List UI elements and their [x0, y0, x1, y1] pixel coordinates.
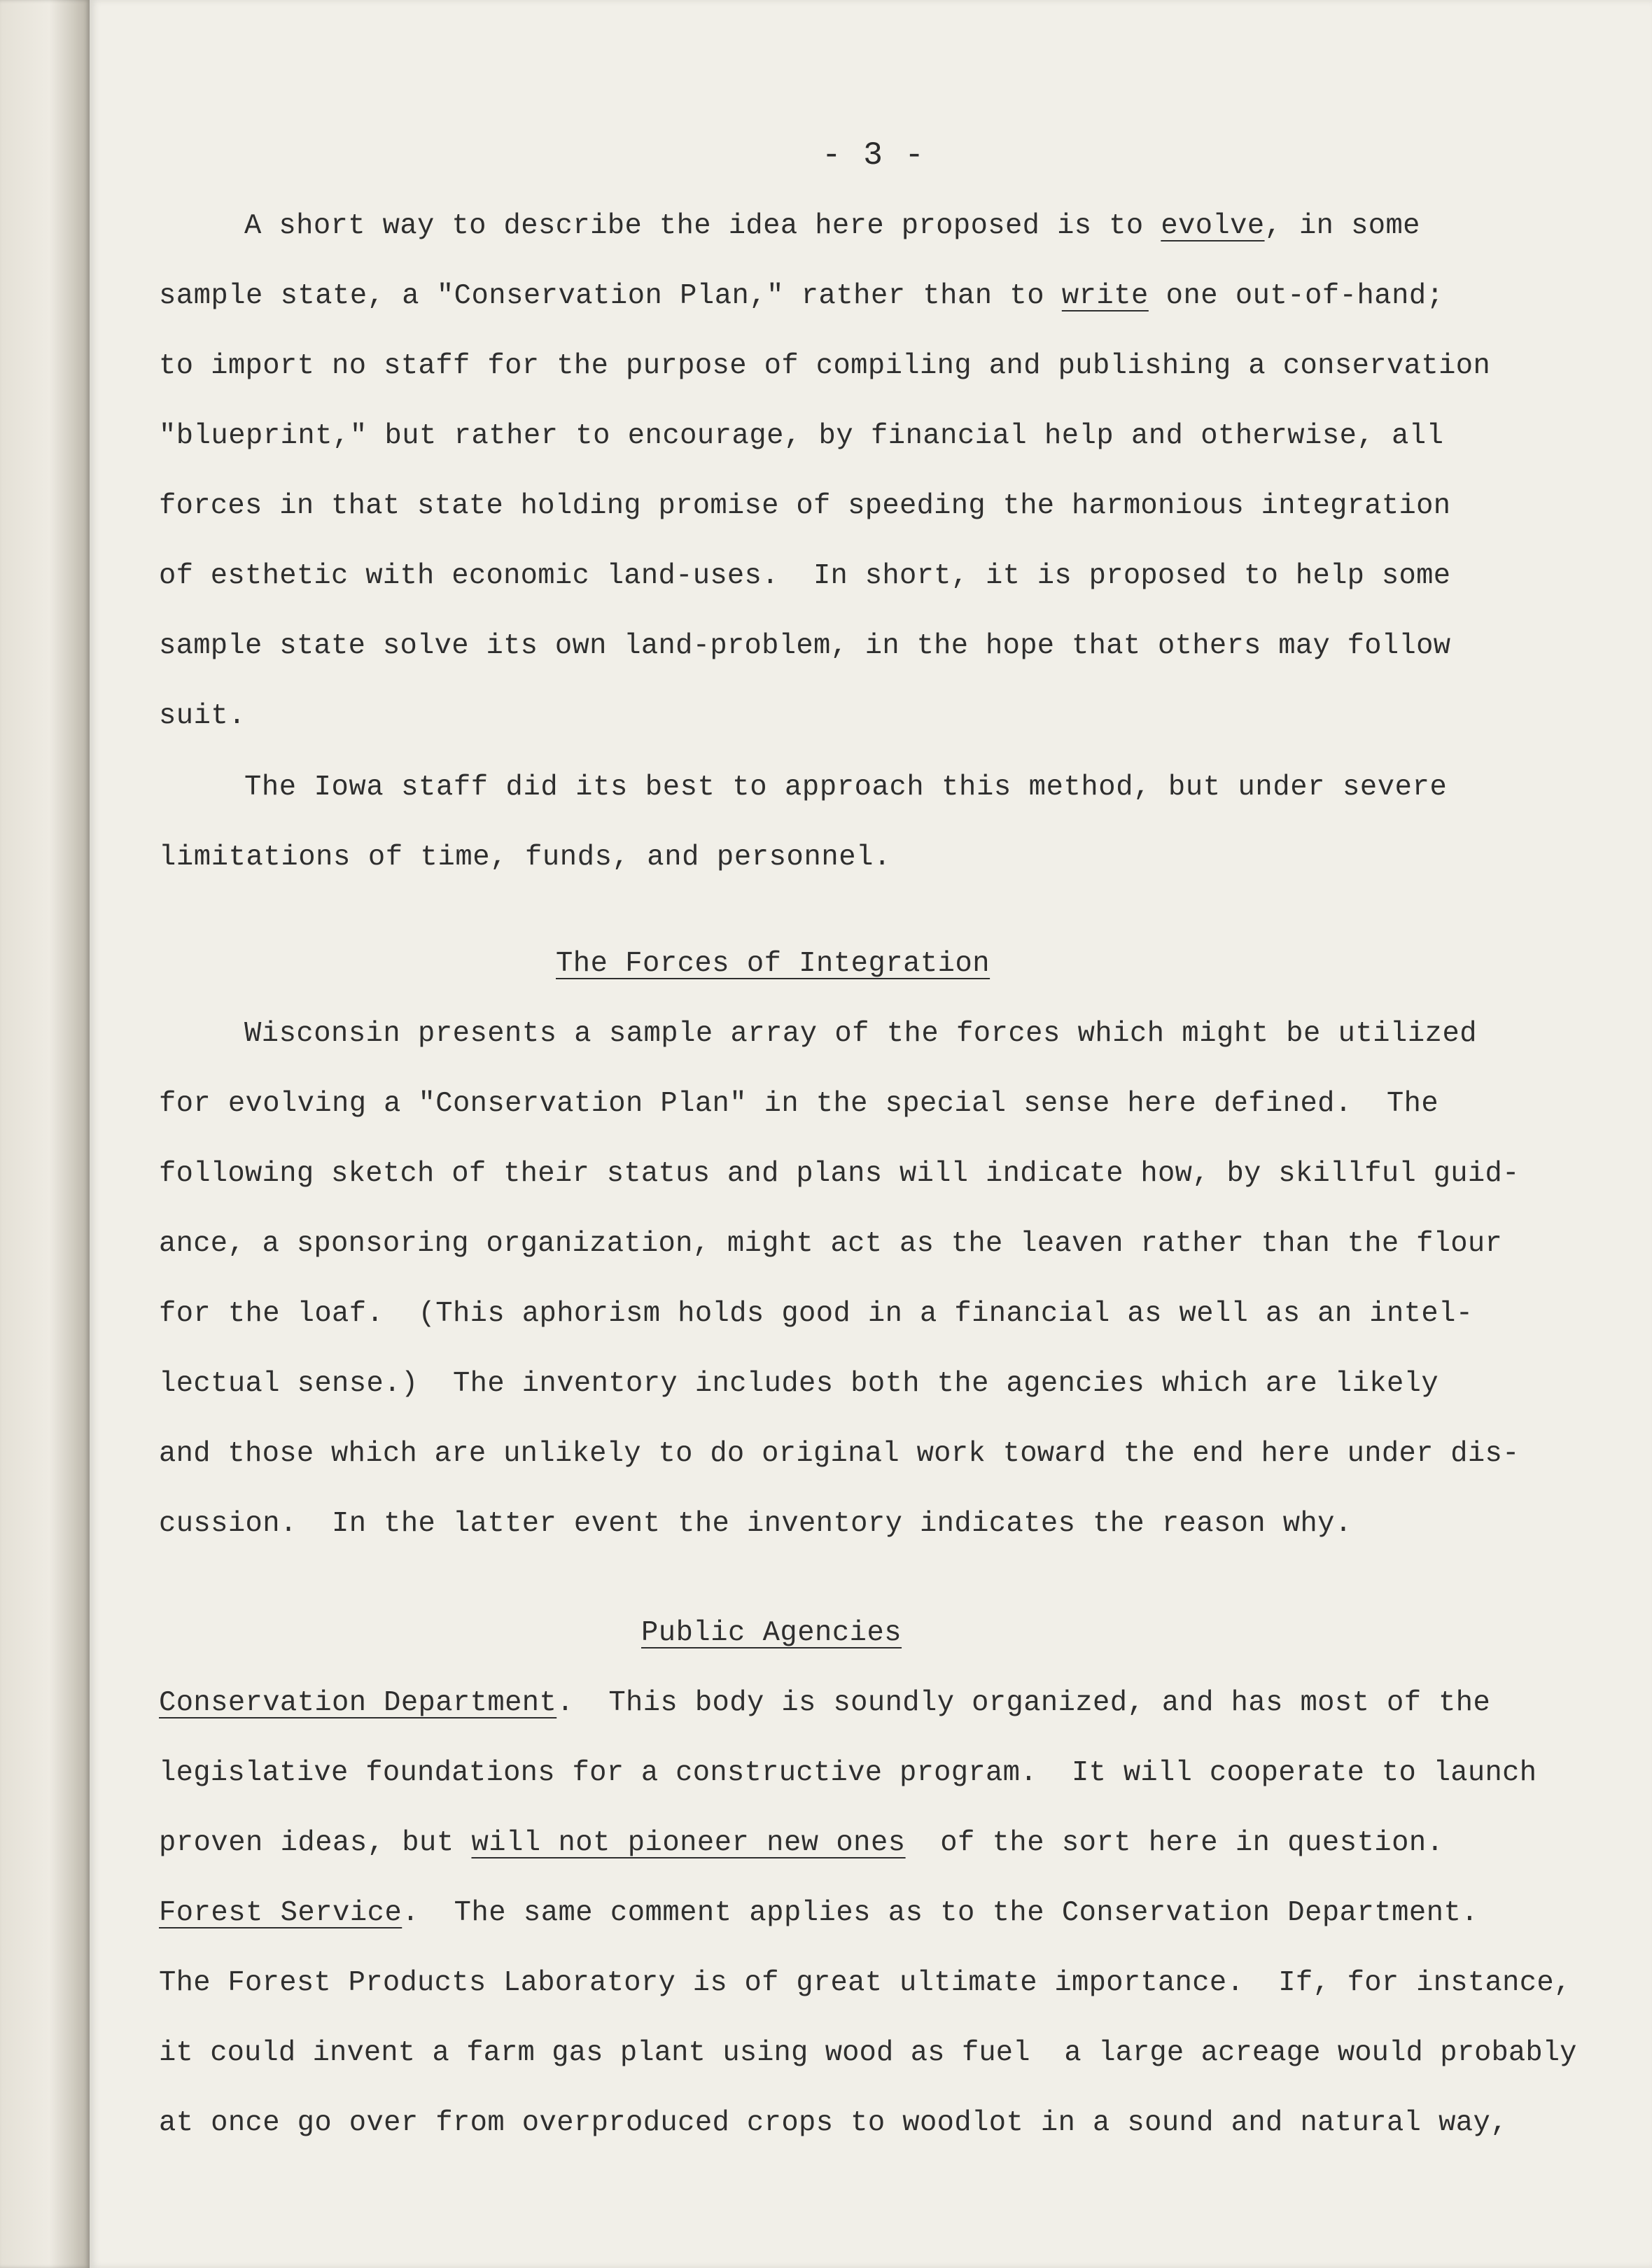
- paragraph-4-line-7: at once go over from overproduced crops to woodlot in a sound and natural way,: [159, 2107, 1508, 2139]
- paragraph-3-line-3: following sketch of their status and plans will indicate how, by skillful guid-: [159, 1158, 1520, 1190]
- section-heading-public-agencies: Public Agencies: [641, 1617, 902, 1649]
- binding-edge: [0, 0, 90, 2268]
- emphasis-evolve: evolve: [1161, 210, 1265, 242]
- paragraph-4-line-3: [159, 1829, 1444, 1858]
- paragraph-4-line-2: legislative foundations for a constructive program. It will cooperate to launch: [159, 1757, 1537, 1789]
- paragraph-3-line-7: and those which are unlikely to do original work toward the end here under dis-: [159, 1438, 1520, 1470]
- paragraph-1-line-1: [244, 212, 1420, 241]
- paragraph-1-line-5: forces in that state holding promise of speeding the harmonious integration: [159, 490, 1451, 522]
- paragraph-3-line-1: Wisconsin presents a sample array of the forces which might be utilized: [244, 1018, 1478, 1050]
- paragraph-4-line-4: [159, 1899, 1478, 1928]
- term-forest-service: Forest Service: [159, 1897, 402, 1929]
- paragraph-3-line-8: cussion. In the latter event the inventory indicates the reason why.: [159, 1508, 1352, 1540]
- document-page: [90, 0, 1652, 2268]
- text-run: sample state, a "Conservation Plan," rather than to: [159, 280, 1062, 312]
- text-run: . The same comment applies as to the Conservation Department.: [402, 1897, 1479, 1929]
- section-heading-forces-of-integration: The Forces of Integration: [556, 948, 990, 980]
- paragraph-2-line-1: The Iowa staff did its best to approach this method, but under severe: [244, 771, 1448, 804]
- paragraph-1-line-3: to import no staff for the purpose of compiling and publishing a conservation: [159, 350, 1491, 382]
- page-number: - 3 -: [821, 137, 926, 174]
- paragraph-3-line-4: ance, a sponsoring organization, might act as the leaven rather than the flour: [159, 1228, 1503, 1260]
- paragraph-4-line-5: The Forest Products Laboratory is of great ultimate importance. If, for instance,: [159, 1967, 1572, 1999]
- term-conservation-department: Conservation Department: [159, 1687, 557, 1719]
- paragraph-1-line-2: [159, 282, 1444, 311]
- text-run: . This body is soundly organized, and has most of the: [556, 1687, 1491, 1719]
- text-run: of the sort here in question.: [905, 1827, 1444, 1859]
- paragraph-1-line-7: sample state solve its own land-problem, in the hope that others may follow: [159, 630, 1451, 662]
- paragraph-1-line-4: "blueprint," but rather to encourage, by financial help and otherwise, all: [159, 420, 1444, 452]
- text-run: A short way to describe the idea here proposed is to: [244, 210, 1161, 242]
- paragraph-4-line-1: [159, 1689, 1490, 1718]
- text-run: , in some: [1264, 210, 1420, 242]
- paragraph-1-line-6: of esthetic with economic land-uses. In short, it is proposed to help some: [159, 560, 1451, 592]
- text-run: proven ideas, but: [159, 1827, 472, 1859]
- emphasis-write: write: [1061, 280, 1149, 312]
- text-run: one out-of-hand;: [1148, 280, 1444, 312]
- paragraph-3-line-5: for the loaf. (This aphorism holds good in a financial as well as an intel-: [159, 1298, 1474, 1330]
- paragraph-2-line-2: limitations of time, funds, and personnel.: [159, 841, 891, 874]
- emphasis-will-not-pioneer: will not pioneer new ones: [471, 1827, 906, 1859]
- paragraph-1-line-8: suit.: [159, 700, 246, 732]
- paragraph-3-line-2: for evolving a "Conservation Plan" in the special sense here defined. The: [159, 1088, 1439, 1120]
- paragraph-3-line-6: lectual sense.) The inventory includes both the agencies which are likely: [159, 1368, 1439, 1400]
- paragraph-4-line-6: it could invent a farm gas plant using wood as fuel a large acreage would probably: [159, 2037, 1577, 2069]
